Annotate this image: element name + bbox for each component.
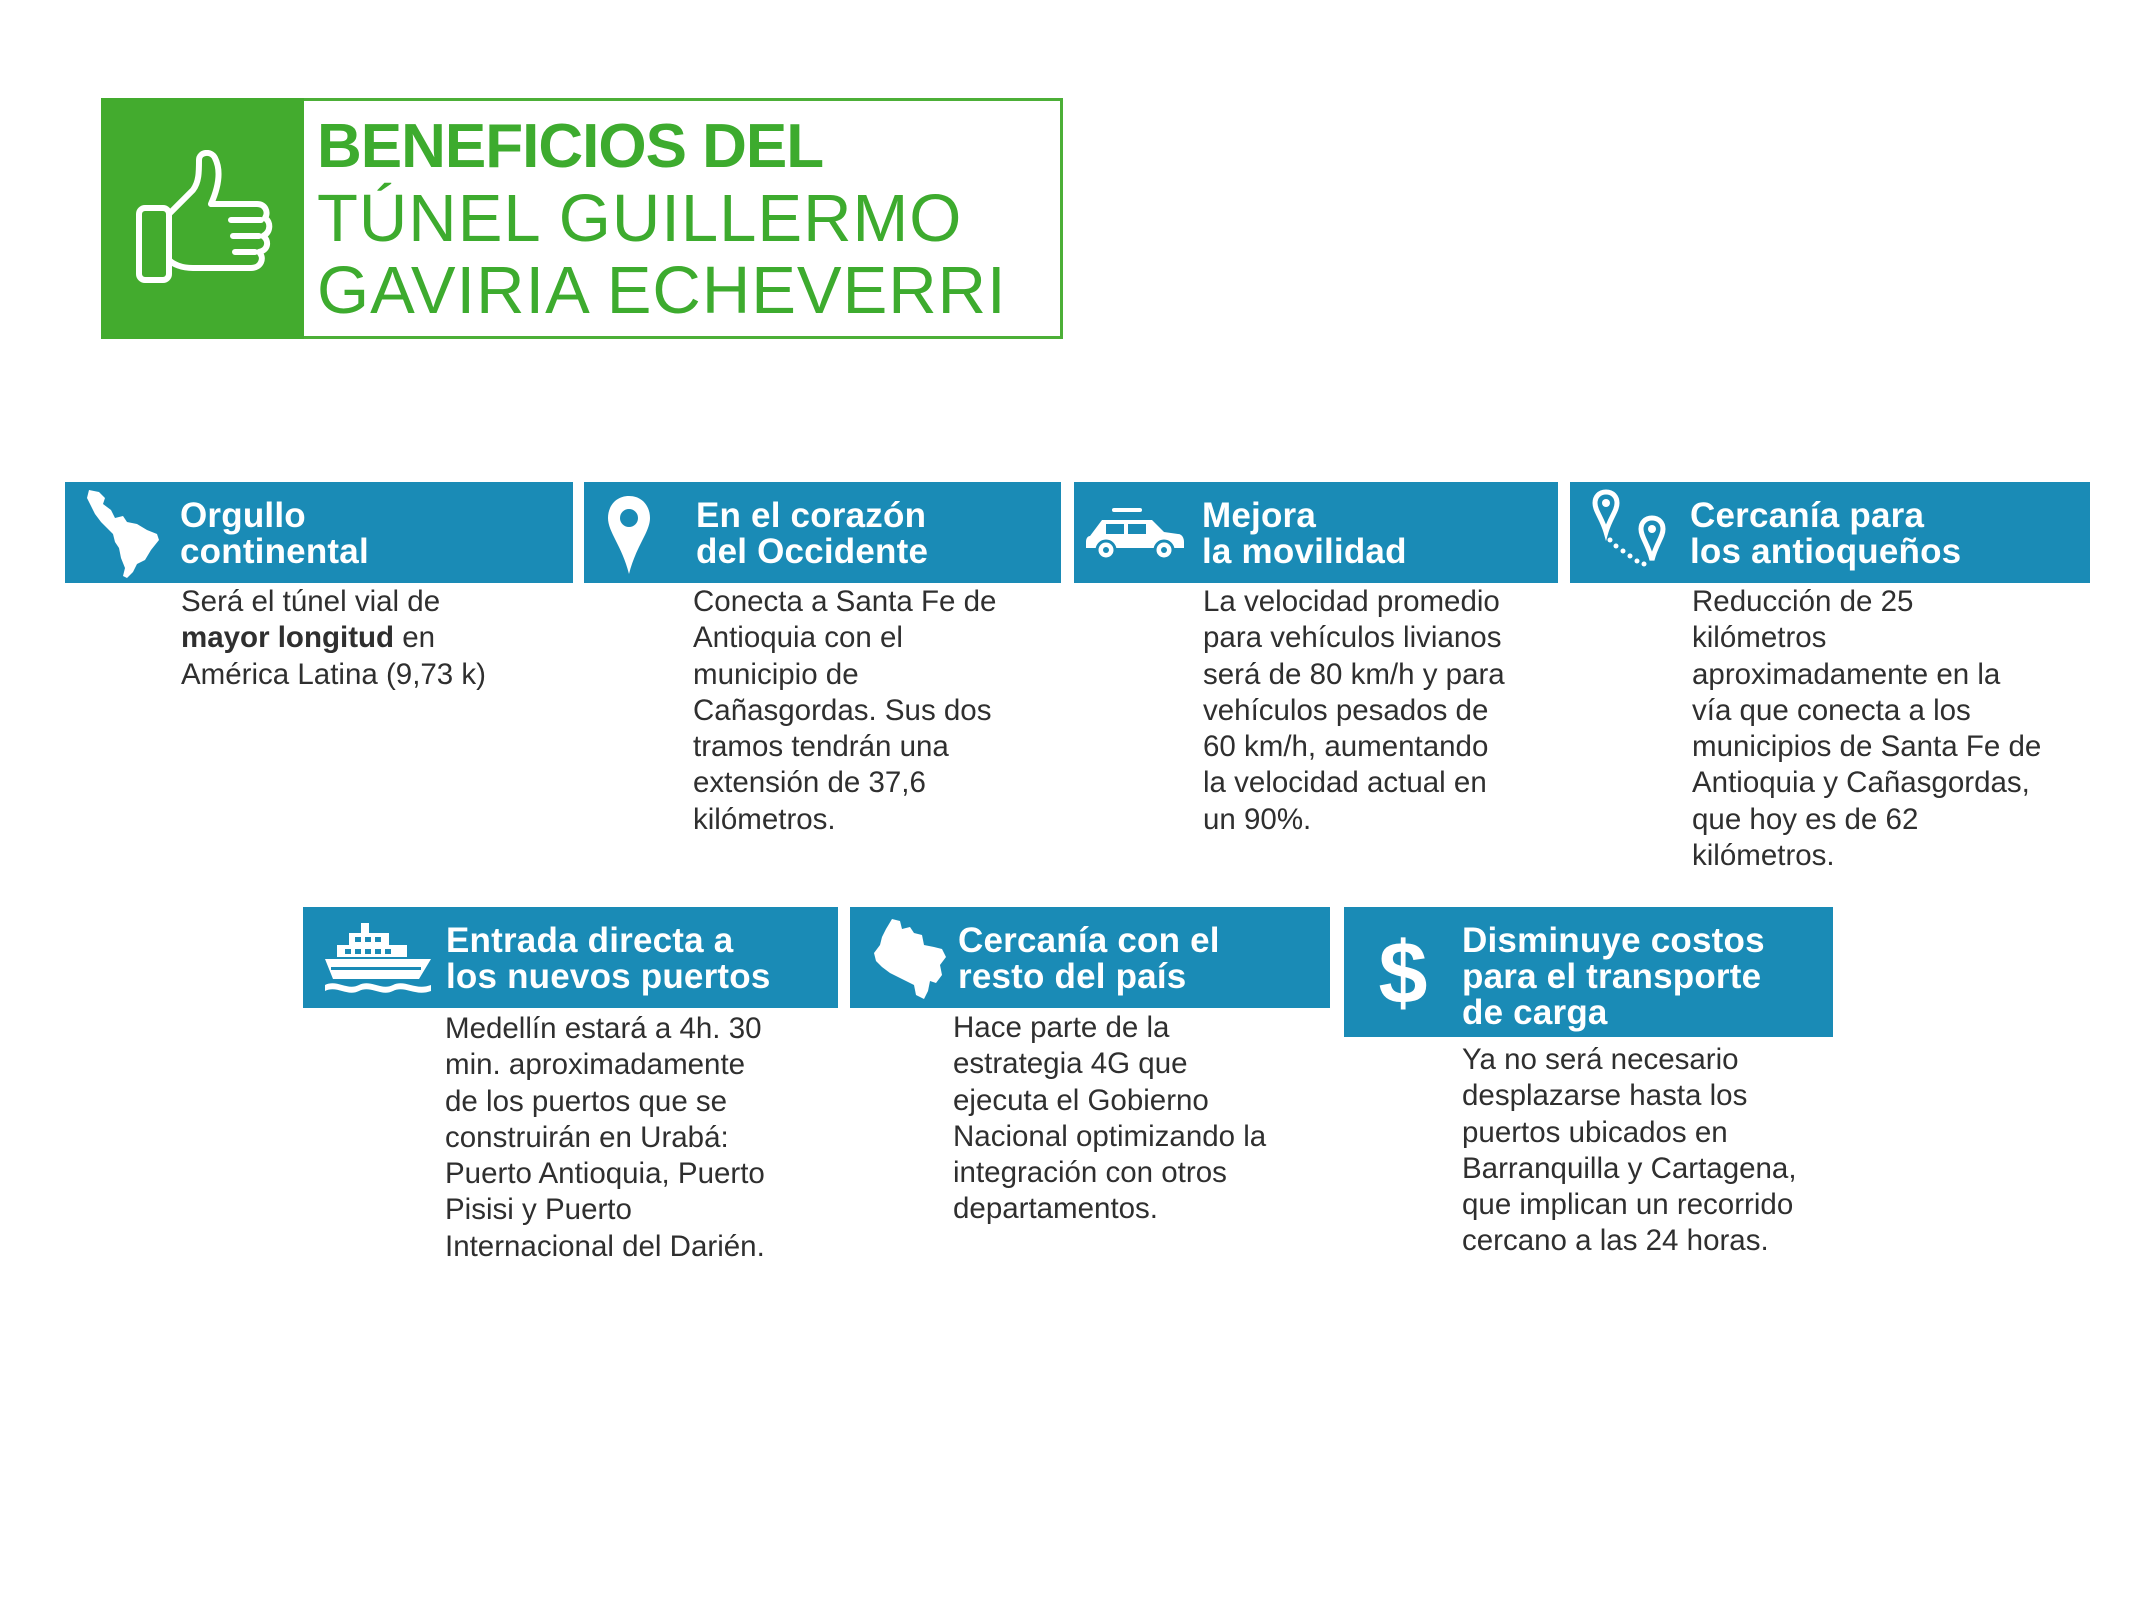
card-title-line: En el corazón	[696, 496, 927, 535]
card-title-line: resto del país	[958, 957, 1187, 996]
card-title-line: Entrada directa a	[446, 921, 734, 960]
card-body-line: que hoy es de 62	[1692, 802, 1919, 836]
card-header	[584, 482, 1061, 583]
card-body-line: integración con otros	[953, 1156, 1227, 1190]
card-body-line: para vehículos livianos	[1203, 621, 1502, 655]
colombia-map-icon	[870, 917, 950, 1001]
card-body-line: América Latina (9,73 k)	[181, 657, 486, 691]
card-body-line: puertos ubicados en	[1462, 1115, 1728, 1149]
card-body-line: aproximadamente en la	[1692, 657, 2001, 691]
card-body-line: municipios de Santa Fe de	[1692, 730, 2042, 764]
card-body	[1692, 584, 2041, 874]
route-pins-icon	[1592, 488, 1668, 574]
card-body	[693, 584, 996, 838]
card-body-line: Reducción de 25	[1692, 585, 1914, 618]
card-body-line: Conecta a Santa Fe de	[693, 585, 997, 618]
card-body-line: Antioquia y Cañasgordas,	[1692, 766, 2030, 800]
card-body-line: Barranquilla y Cartagena,	[1462, 1151, 1797, 1185]
card-header	[1344, 907, 1833, 1037]
card-body-line: cercano a las 24 horas.	[1462, 1224, 1769, 1258]
card-body-line: Internacional del Darién.	[445, 1229, 765, 1263]
card-body-line: Pisisi y Puerto	[445, 1193, 632, 1227]
title-text	[317, 111, 1007, 327]
card-header	[850, 907, 1330, 1008]
card-body-line: min. aproximadamente	[445, 1048, 746, 1082]
card-body-line: Puerto Antioquia, Puerto	[445, 1157, 765, 1191]
card-body-line: construirán en Urabá:	[445, 1120, 729, 1154]
card-header	[303, 907, 838, 1008]
card-title	[1690, 498, 1961, 570]
title-line-2: TÚNEL GUILLERMO	[317, 181, 963, 256]
card-body-line: Ya no será necesario	[1462, 1043, 1739, 1076]
card-body	[953, 1010, 1266, 1228]
card-title	[696, 498, 928, 570]
card-body	[1203, 584, 1505, 838]
card-header	[1570, 482, 2090, 583]
card-title-line: Cercanía con el	[958, 921, 1220, 960]
card-body-line: tramos tendrán una	[693, 730, 949, 764]
title-line-3: GAVIRIA ECHEVERRI	[317, 253, 1007, 328]
card-title-line: Mejora	[1202, 496, 1317, 535]
svg-text:$: $	[1378, 929, 1428, 1015]
card-body-line: extensión de 37,6	[693, 766, 926, 800]
title-line-1: BENEFICIOS DEL	[317, 112, 824, 181]
card-body-line: La velocidad promedio	[1203, 585, 1500, 618]
card-title-line: los nuevos puertos	[446, 957, 771, 996]
title-banner	[101, 98, 1063, 339]
card-body-line: un 90%.	[1203, 802, 1312, 836]
card-header	[65, 482, 573, 583]
card-body-line: Medellín estará a 4h. 30	[445, 1012, 762, 1045]
card-title-line: de carga	[1462, 993, 1608, 1032]
card-title-line: los antioqueños	[1690, 532, 1962, 571]
card-body-line: municipio de	[693, 657, 859, 691]
card-body-line: de los puertos que se	[445, 1084, 728, 1118]
card-title-line: del Occidente	[696, 532, 929, 571]
card-title	[1462, 923, 1765, 1031]
car-icon	[1084, 506, 1186, 562]
card-title	[180, 498, 369, 570]
card-body-line: estrategia 4G que	[953, 1047, 1188, 1081]
body-bold-text: mayor longitud	[181, 621, 395, 655]
card-body-line: Será el túnel vial de	[181, 585, 441, 618]
title-icon-box	[101, 98, 304, 339]
card-body-line: 60 km/h, aumentando	[1203, 730, 1489, 764]
card-body-line: la velocidad actual en	[1203, 766, 1487, 800]
card-body-line: Antioquia con el	[693, 621, 903, 655]
body-text: en	[394, 621, 436, 655]
ship-icon	[323, 921, 435, 995]
card-body-line: vía que conecta a los	[1692, 693, 1971, 727]
card-header	[1074, 482, 1558, 583]
card-body-line: kilómetros.	[1692, 839, 1835, 873]
card-title-line: continental	[180, 532, 369, 571]
card-body	[445, 1011, 765, 1265]
card-body-line: desplazarse hasta los	[1462, 1079, 1748, 1113]
card-title-line: para el transporte	[1462, 957, 1762, 996]
card-body-line: vehículos pesados de	[1203, 693, 1489, 727]
card-body-line: Nacional optimizando la	[953, 1119, 1267, 1153]
card-title	[1202, 498, 1407, 570]
card-title-line: Cercanía para	[1690, 496, 1925, 535]
card-title-line: Disminuye costos	[1462, 921, 1765, 960]
card-body-line: ejecuta el Gobierno	[953, 1083, 1209, 1117]
card-body-line: kilómetros.	[693, 802, 836, 836]
card-body	[181, 584, 486, 693]
card-body-line	[181, 620, 486, 656]
card-title-line: la movilidad	[1202, 532, 1407, 571]
card-title-line: Orgullo	[180, 496, 306, 535]
card-title	[446, 923, 771, 995]
card-body-line: Hace parte de la	[953, 1011, 1170, 1044]
latin-america-map-icon	[85, 488, 165, 580]
card-body-line: será de 80 km/h y para	[1203, 657, 1505, 691]
card-body	[1462, 1042, 1797, 1260]
card-title	[958, 923, 1220, 995]
location-pin-icon	[606, 494, 652, 576]
card-body-line: Cañasgordas. Sus dos	[693, 693, 992, 727]
card-body-line: departamentos.	[953, 1192, 1158, 1226]
thumbs-up-icon	[135, 150, 275, 285]
dollar-icon	[1370, 929, 1436, 1015]
card-body-line: kilómetros	[1692, 621, 1827, 655]
card-body-line: que implican un recorrido	[1462, 1188, 1794, 1222]
